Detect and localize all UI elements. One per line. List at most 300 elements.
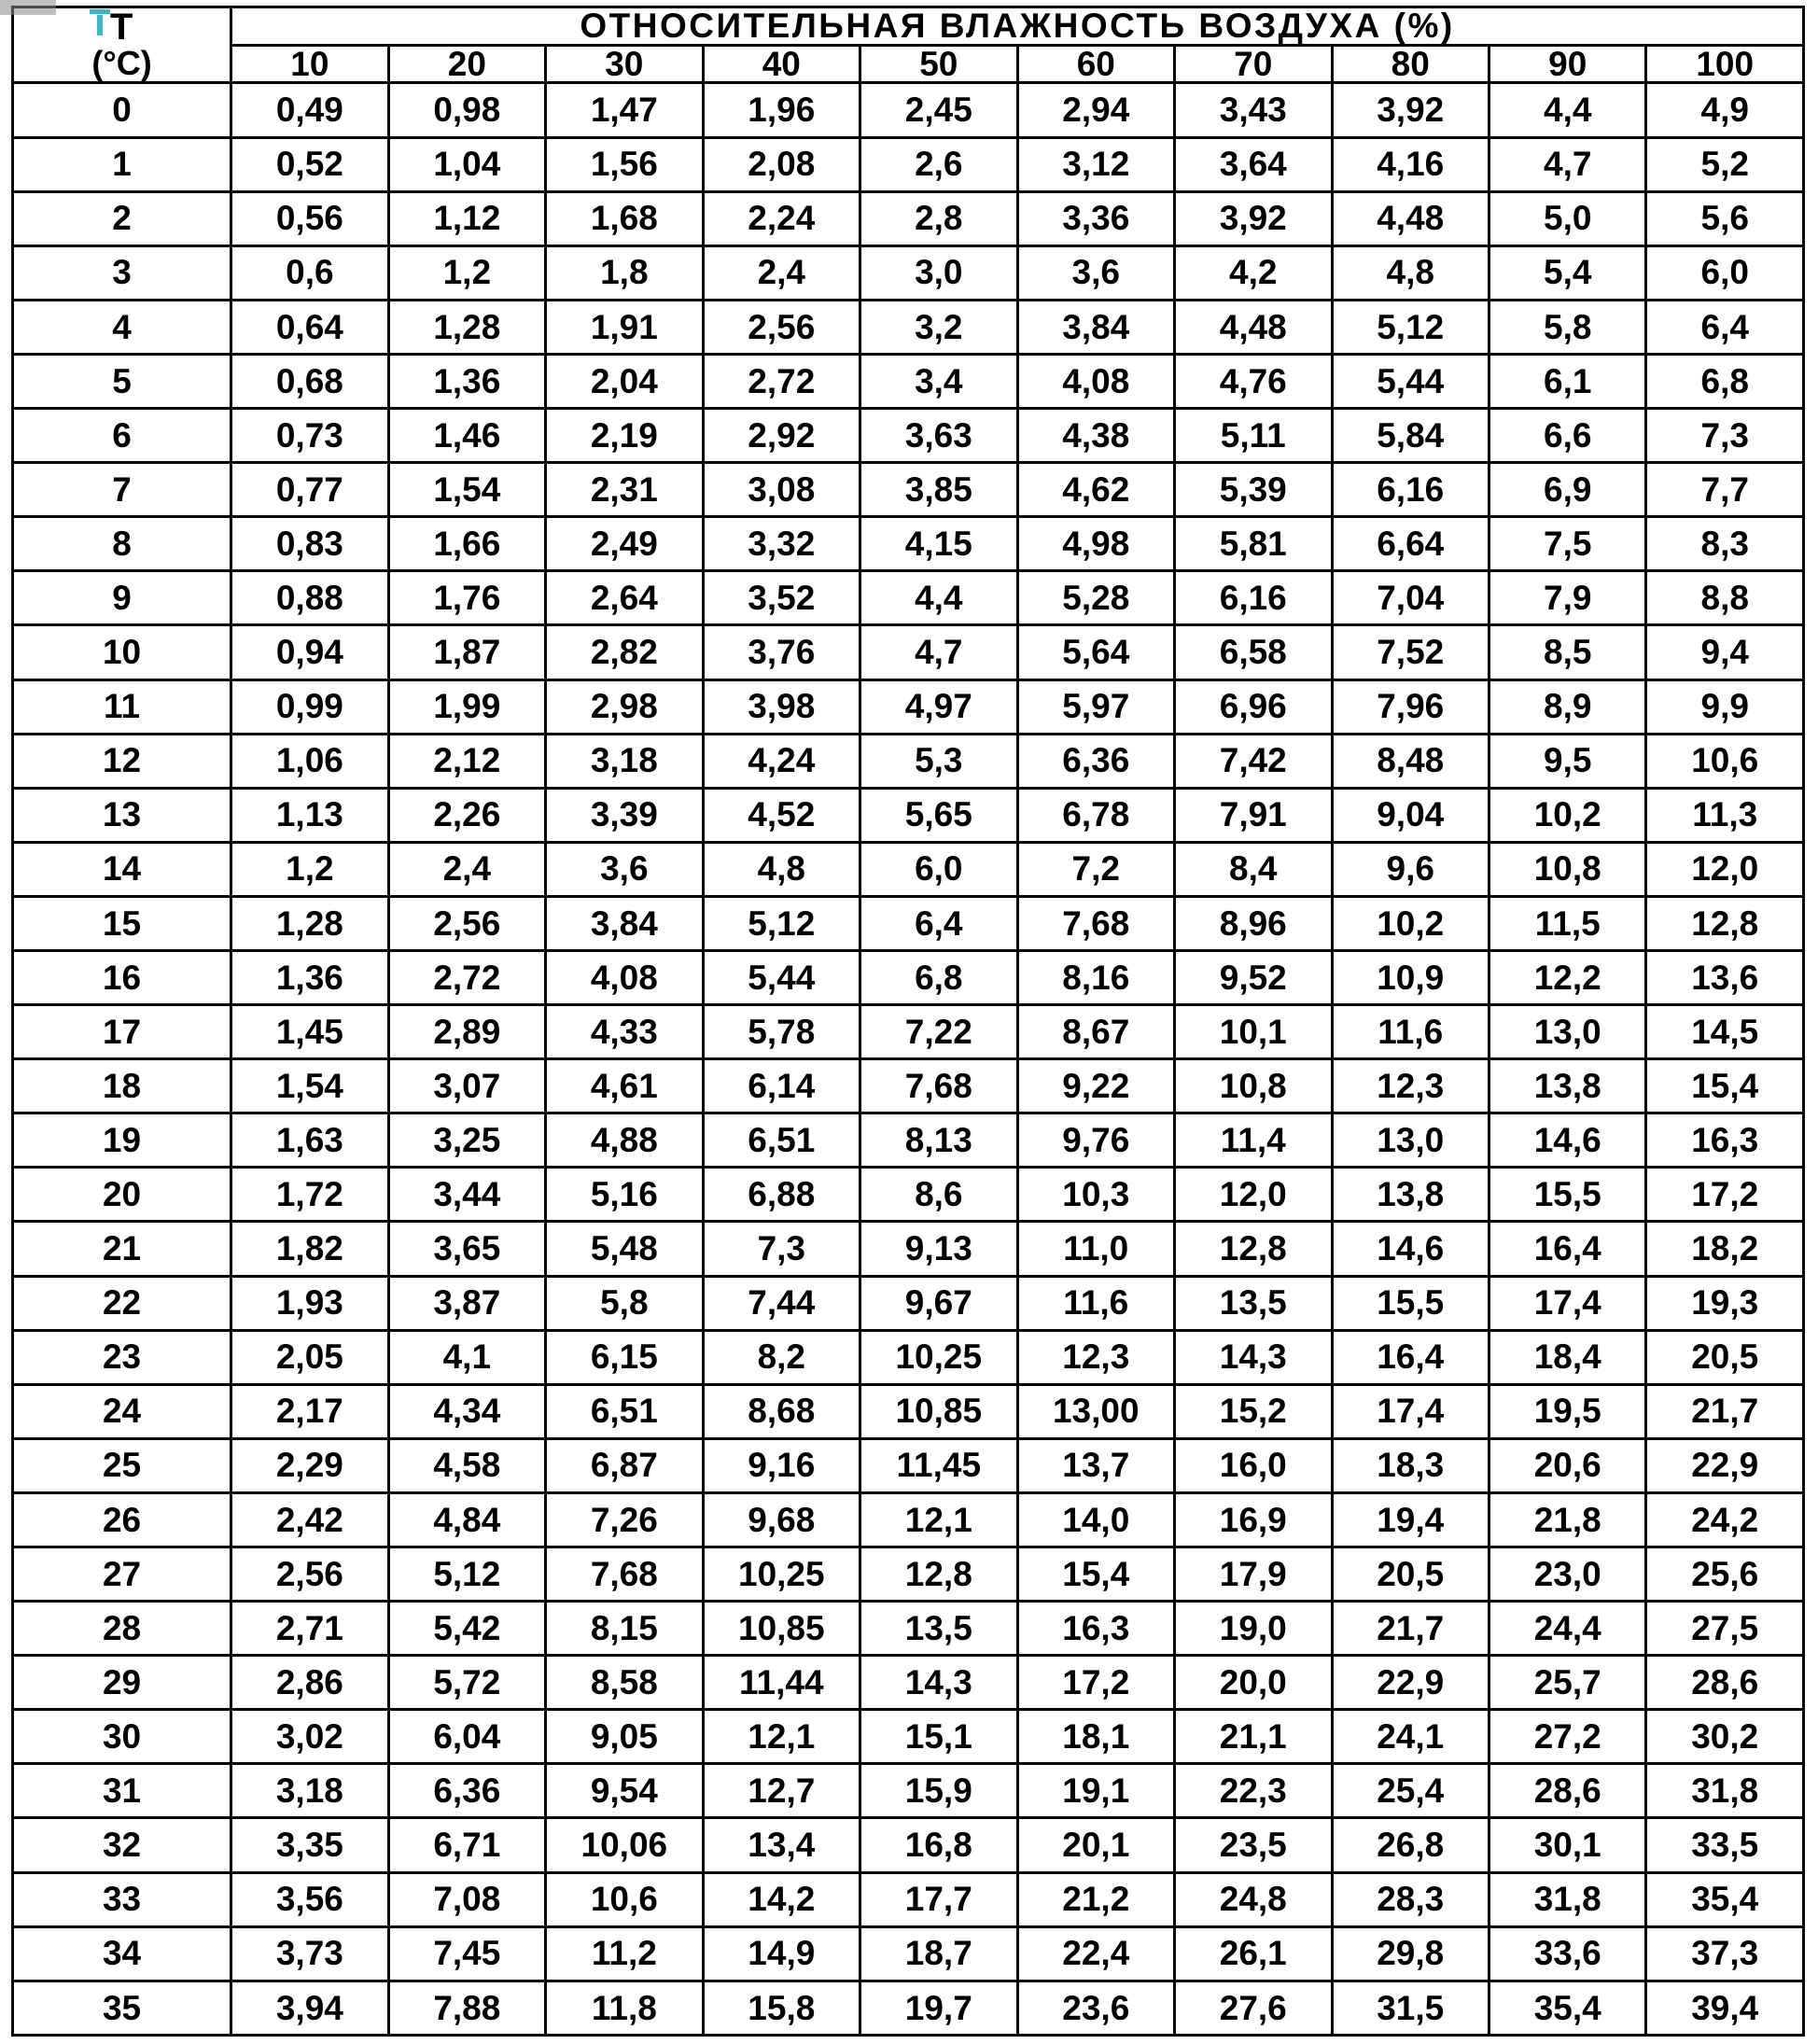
humidity-value-cell: 1,91	[546, 300, 703, 354]
humidity-value-cell: 10,6	[546, 1872, 703, 1926]
humidity-value-cell: 5,44	[703, 950, 860, 1004]
humidity-value-cell: 5,11	[1175, 409, 1332, 463]
humidity-value-cell: 1,56	[546, 137, 703, 191]
temperature-cell: 11	[13, 679, 231, 734]
humidity-header-30: 30	[546, 45, 703, 83]
humidity-value-cell: 4,16	[1332, 137, 1489, 191]
humidity-value-cell: 3,02	[231, 1710, 388, 1764]
humidity-value-cell: 6,51	[546, 1384, 703, 1438]
humidity-value-cell: 13,0	[1489, 1005, 1645, 1059]
humidity-value-cell: 3,73	[231, 1926, 388, 1981]
humidity-value-cell: 6,15	[546, 1330, 703, 1384]
humidity-value-cell: 19,4	[1332, 1492, 1489, 1547]
humidity-value-cell: 27,5	[1646, 1602, 1804, 1656]
table-row	[13, 409, 1804, 463]
table-row	[13, 896, 1804, 950]
temperature-cell: 35	[13, 1981, 231, 2035]
humidity-value-cell: 2,72	[703, 354, 860, 408]
humidity-value-cell: 13,7	[1017, 1438, 1174, 1492]
humidity-header-70: 70	[1175, 45, 1332, 83]
humidity-value-cell: 9,05	[546, 1710, 703, 1764]
humidity-value-cell: 30,2	[1646, 1710, 1804, 1764]
humidity-value-cell: 15,4	[1646, 1059, 1804, 1113]
humidity-value-cell: 5,28	[1017, 571, 1174, 625]
humidity-value-cell: 2,24	[703, 191, 860, 245]
humidity-value-cell: 5,42	[388, 1602, 545, 1656]
humidity-value-cell: 13,5	[860, 1602, 1017, 1656]
humidity-value-cell: 12,3	[1017, 1330, 1174, 1384]
humidity-header-20: 20	[388, 45, 545, 83]
humidity-value-cell: 0,52	[231, 137, 388, 191]
humidity-value-cell: 12,1	[860, 1492, 1017, 1547]
humidity-value-cell: 7,7	[1646, 463, 1804, 517]
humidity-value-cell: 15,2	[1175, 1384, 1332, 1438]
humidity-value-cell: 15,5	[1489, 1168, 1645, 1222]
humidity-value-cell: 1,76	[388, 571, 545, 625]
humidity-value-cell: 7,08	[388, 1872, 545, 1926]
humidity-value-cell: 15,5	[1332, 1276, 1489, 1330]
table-row	[13, 1330, 1804, 1384]
temperature-cell: 17	[13, 1005, 231, 1059]
temperature-cell: 26	[13, 1492, 231, 1547]
humidity-value-cell: 3,32	[703, 517, 860, 571]
humidity-value-cell: 1,96	[703, 83, 860, 137]
humidity-value-cell: 5,72	[388, 1656, 545, 1710]
humidity-value-cell: 6,4	[1646, 300, 1804, 354]
humidity-value-cell: 6,8	[1646, 354, 1804, 408]
humidity-value-cell: 9,13	[860, 1222, 1017, 1276]
humidity-value-cell: 4,4	[1489, 83, 1645, 137]
humidity-value-cell: 7,68	[860, 1059, 1017, 1113]
humidity-value-cell: 9,04	[1332, 788, 1489, 842]
temperature-cell: 14	[13, 842, 231, 896]
humidity-value-cell: 4,38	[1017, 409, 1174, 463]
temperature-cell: 10	[13, 625, 231, 679]
humidity-value-cell: 5,64	[1017, 625, 1174, 679]
humidity-value-cell: 9,76	[1017, 1113, 1174, 1168]
humidity-value-cell: 6,9	[1489, 463, 1645, 517]
humidity-value-cell: 16,4	[1489, 1222, 1645, 1276]
humidity-value-cell: 11,3	[1646, 788, 1804, 842]
humidity-value-cell: 7,5	[1489, 517, 1645, 571]
humidity-value-cell: 1,99	[388, 679, 545, 734]
humidity-value-cell: 11,6	[1332, 1005, 1489, 1059]
humidity-value-cell: 1,36	[388, 354, 545, 408]
humidity-value-cell: 10,8	[1489, 842, 1645, 896]
humidity-value-cell: 21,7	[1332, 1602, 1489, 1656]
humidity-value-cell: 3,08	[703, 463, 860, 517]
humidity-value-cell: 7,9	[1489, 571, 1645, 625]
humidity-value-cell: 2,4	[703, 245, 860, 300]
humidity-value-cell: 8,8	[1646, 571, 1804, 625]
humidity-value-cell: 6,1	[1489, 354, 1645, 408]
humidity-value-cell: 4,9	[1646, 83, 1804, 137]
humidity-value-cell: 1,45	[231, 1005, 388, 1059]
humidity-value-cell: 4,48	[1175, 300, 1332, 354]
humidity-value-cell: 14,3	[1175, 1330, 1332, 1384]
table-row	[13, 1059, 1804, 1113]
humidity-value-cell: 29,8	[1332, 1926, 1489, 1981]
humidity-value-cell: 0,98	[388, 83, 545, 137]
humidity-value-cell: 3,84	[1017, 300, 1174, 354]
humidity-value-cell: 4,08	[1017, 354, 1174, 408]
humidity-value-cell: 0,94	[231, 625, 388, 679]
humidity-value-cell: 28,6	[1646, 1656, 1804, 1710]
humidity-value-cell: 6,64	[1332, 517, 1489, 571]
humidity-value-cell: 0,6	[231, 245, 388, 300]
humidity-value-cell: 13,5	[1175, 1276, 1332, 1330]
humidity-value-cell: 1,36	[231, 950, 388, 1004]
humidity-value-cell: 10,85	[703, 1602, 860, 1656]
humidity-value-cell: 17,2	[1646, 1168, 1804, 1222]
humidity-value-cell: 2,6	[860, 137, 1017, 191]
humidity-value-cell: 20,6	[1489, 1438, 1645, 1492]
humidity-value-cell: 3,76	[703, 625, 860, 679]
humidity-value-cell: 3,2	[860, 300, 1017, 354]
humidity-value-cell: 3,52	[703, 571, 860, 625]
humidity-value-cell: 2,08	[703, 137, 860, 191]
humidity-value-cell: 2,82	[546, 625, 703, 679]
humidity-value-cell: 4,97	[860, 679, 1017, 734]
humidity-value-cell: 0,56	[231, 191, 388, 245]
humidity-value-cell: 11,0	[1017, 1222, 1174, 1276]
humidity-value-cell: 11,44	[703, 1656, 860, 1710]
absolute-humidity-table	[11, 6, 1805, 2037]
temperature-cell: 33	[13, 1872, 231, 1926]
humidity-value-cell: 16,0	[1175, 1438, 1332, 1492]
humidity-header-40: 40	[703, 45, 860, 83]
humidity-value-cell: 33,6	[1489, 1926, 1645, 1981]
humidity-value-cell: 0,99	[231, 679, 388, 734]
humidity-header-80: 80	[1332, 45, 1489, 83]
humidity-value-cell: 12,2	[1489, 950, 1645, 1004]
humidity-value-cell: 1,28	[231, 896, 388, 950]
humidity-value-cell: 16,4	[1332, 1330, 1489, 1384]
humidity-value-cell: 9,9	[1646, 679, 1804, 734]
temperature-cell: 31	[13, 1764, 231, 1818]
humidity-value-cell: 20,5	[1646, 1330, 1804, 1384]
humidity-value-cell: 25,7	[1489, 1656, 1645, 1710]
temperature-cell: 28	[13, 1602, 231, 1656]
table-body	[13, 83, 1804, 2036]
temperature-cell: 16	[13, 950, 231, 1004]
humidity-value-cell: 5,12	[388, 1547, 545, 1602]
humidity-value-cell: 4,8	[1332, 245, 1489, 300]
temperature-cell: 30	[13, 1710, 231, 1764]
humidity-value-cell: 28,3	[1332, 1872, 1489, 1926]
humidity-value-cell: 12,7	[703, 1764, 860, 1818]
humidity-value-cell: 2,8	[860, 191, 1017, 245]
table-row	[13, 1492, 1804, 1547]
humidity-value-cell: 13,8	[1332, 1168, 1489, 1222]
humidity-value-cell: 6,51	[703, 1113, 860, 1168]
temperature-cell: 8	[13, 517, 231, 571]
humidity-value-cell: 8,3	[1646, 517, 1804, 571]
table-row	[13, 463, 1804, 517]
humidity-value-cell: 1,54	[388, 463, 545, 517]
table-row	[13, 1547, 1804, 1602]
humidity-value-cell: 6,16	[1332, 463, 1489, 517]
humidity-value-cell: 4,7	[860, 625, 1017, 679]
humidity-value-cell: 1,46	[388, 409, 545, 463]
humidity-value-cell: 11,2	[546, 1926, 703, 1981]
humidity-value-cell: 10,25	[703, 1547, 860, 1602]
table-row	[13, 1926, 1804, 1981]
humidity-value-cell: 17,9	[1175, 1547, 1332, 1602]
humidity-value-cell: 13,00	[1017, 1384, 1174, 1438]
humidity-value-cell: 0,73	[231, 409, 388, 463]
humidity-value-cell: 2,86	[231, 1656, 388, 1710]
humidity-value-cell: 11,5	[1489, 896, 1645, 950]
humidity-value-cell: 26,8	[1332, 1818, 1489, 1872]
humidity-value-cell: 5,12	[703, 896, 860, 950]
humidity-value-cell: 16,3	[1017, 1602, 1174, 1656]
humidity-value-cell: 31,8	[1489, 1872, 1645, 1926]
humidity-value-cell: 3,35	[231, 1818, 388, 1872]
humidity-value-cell: 2,04	[546, 354, 703, 408]
humidity-value-cell: 4,33	[546, 1005, 703, 1059]
humidity-value-cell: 10,25	[860, 1330, 1017, 1384]
humidity-value-cell: 23,6	[1017, 1981, 1174, 2035]
humidity-value-cell: 24,1	[1332, 1710, 1489, 1764]
table-row	[13, 245, 1804, 300]
humidity-value-cell: 4,61	[546, 1059, 703, 1113]
humidity-value-cell: 2,56	[231, 1547, 388, 1602]
table-row	[13, 1818, 1804, 1872]
humidity-value-cell: 0,88	[231, 571, 388, 625]
humidity-value-cell: 7,52	[1332, 625, 1489, 679]
humidity-value-cell: 1,13	[231, 788, 388, 842]
table-row	[13, 1113, 1804, 1168]
table-row	[13, 1981, 1804, 2035]
humidity-value-cell: 0,68	[231, 354, 388, 408]
humidity-value-cell: 13,8	[1489, 1059, 1645, 1113]
humidity-value-cell: 4,24	[703, 734, 860, 788]
humidity-value-cell: 31,5	[1332, 1981, 1489, 2035]
humidity-header-10: 10	[231, 45, 388, 83]
humidity-value-cell: 19,7	[860, 1981, 1017, 2035]
humidity-value-cell: 30,1	[1489, 1818, 1645, 1872]
table-row	[13, 1222, 1804, 1276]
humidity-value-cell: 1,47	[546, 83, 703, 137]
humidity-value-cell: 2,92	[703, 409, 860, 463]
temperature-cell: 32	[13, 1818, 231, 1872]
humidity-value-cell: 0,77	[231, 463, 388, 517]
humidity-value-cell: 8,2	[703, 1330, 860, 1384]
humidity-value-cell: 3,63	[860, 409, 1017, 463]
humidity-value-cell: 1,54	[231, 1059, 388, 1113]
humidity-value-cell: 7,68	[1017, 896, 1174, 950]
humidity-value-cell: 3,43	[1175, 83, 1332, 137]
humidity-value-cell: 4,4	[860, 571, 1017, 625]
humidity-value-cell: 2,29	[231, 1438, 388, 1492]
humidity-header-60: 60	[1017, 45, 1174, 83]
humidity-value-cell: 23,5	[1175, 1818, 1332, 1872]
table-row	[13, 83, 1804, 137]
humidity-value-cell: 9,22	[1017, 1059, 1174, 1113]
humidity-value-cell: 2,4	[388, 842, 545, 896]
humidity-value-cell: 3,64	[1175, 137, 1332, 191]
humidity-value-cell: 21,1	[1175, 1710, 1332, 1764]
humidity-value-cell: 9,54	[546, 1764, 703, 1818]
humidity-value-cell: 14,2	[703, 1872, 860, 1926]
humidity-value-cell: 3,39	[546, 788, 703, 842]
humidity-value-cell: 8,5	[1489, 625, 1645, 679]
table-row	[13, 1602, 1804, 1656]
humidity-value-cell: 18,1	[1017, 1710, 1174, 1764]
humidity-value-cell: 4,88	[546, 1113, 703, 1168]
humidity-value-cell: 1,12	[388, 191, 545, 245]
humidity-value-cell: 14,6	[1489, 1113, 1645, 1168]
temperature-column-header	[13, 7, 231, 83]
temperature-cell: 25	[13, 1438, 231, 1492]
humidity-value-cell: 5,8	[1489, 300, 1645, 354]
table-row	[13, 191, 1804, 245]
humidity-value-cell: 20,0	[1175, 1656, 1332, 1710]
humidity-value-cell: 6,8	[860, 950, 1017, 1004]
humidity-value-cell: 12,3	[1332, 1059, 1489, 1113]
humidity-value-cell: 6,36	[388, 1764, 545, 1818]
humidity-value-cell: 15,1	[860, 1710, 1017, 1764]
humidity-value-cell: 22,9	[1332, 1656, 1489, 1710]
humidity-value-cell: 20,5	[1332, 1547, 1489, 1602]
table-row	[13, 734, 1804, 788]
humidity-value-cell: 3,25	[388, 1113, 545, 1168]
humidity-value-cell: 7,04	[1332, 571, 1489, 625]
humidity-value-cell: 2,42	[231, 1492, 388, 1547]
humidity-value-cell: 24,4	[1489, 1602, 1645, 1656]
humidity-value-cell: 0,49	[231, 83, 388, 137]
humidity-value-cell: 12,8	[1175, 1222, 1332, 1276]
table-row	[13, 625, 1804, 679]
humidity-value-cell: 4,48	[1332, 191, 1489, 245]
temperature-cell: 1	[13, 137, 231, 191]
humidity-value-cell: 28,6	[1489, 1764, 1645, 1818]
table-row	[13, 1168, 1804, 1222]
table-row	[13, 354, 1804, 408]
humidity-value-cell: 7,26	[546, 1492, 703, 1547]
humidity-value-cell: 7,3	[1646, 409, 1804, 463]
humidity-value-cell: 6,16	[1175, 571, 1332, 625]
humidity-value-cell: 17,4	[1332, 1384, 1489, 1438]
humidity-value-cell: 3,92	[1332, 83, 1489, 137]
humidity-value-cell: 4,2	[1175, 245, 1332, 300]
humidity-value-cell: 8,58	[546, 1656, 703, 1710]
humidity-value-cell: 10,2	[1332, 896, 1489, 950]
humidity-value-cell: 7,22	[860, 1005, 1017, 1059]
humidity-value-cell: 12,8	[860, 1547, 1017, 1602]
temperature-cell: 34	[13, 1926, 231, 1981]
humidity-value-cell: 14,6	[1332, 1222, 1489, 1276]
humidity-value-cell: 8,68	[703, 1384, 860, 1438]
temperature-cell: 0	[13, 83, 231, 137]
table-row	[13, 300, 1804, 354]
humidity-value-cell: 15,9	[860, 1764, 1017, 1818]
humidity-value-cell: 8,4	[1175, 842, 1332, 896]
temperature-cell: 29	[13, 1656, 231, 1710]
humidity-value-cell: 10,8	[1175, 1059, 1332, 1113]
humidity-value-cell: 9,67	[860, 1276, 1017, 1330]
humidity-value-cell: 10,3	[1017, 1168, 1174, 1222]
humidity-value-cell: 4,34	[388, 1384, 545, 1438]
table-row	[13, 1384, 1804, 1438]
humidity-value-cell: 5,6	[1646, 191, 1804, 245]
humidity-value-cell: 12,8	[1646, 896, 1804, 950]
humidity-value-cell: 22,4	[1017, 1926, 1174, 1981]
humidity-value-cell: 14,9	[703, 1926, 860, 1981]
humidity-value-cell: 6,87	[546, 1438, 703, 1492]
relative-humidity-banner: ОТНОСИТЕЛЬНАЯ ВЛАЖНОСТЬ ВОЗДУХА (%)	[231, 7, 1804, 46]
humidity-value-cell: 0,83	[231, 517, 388, 571]
humidity-value-cell: 4,1	[388, 1330, 545, 1384]
humidity-value-cell: 1,68	[546, 191, 703, 245]
humidity-value-cell: 2,64	[546, 571, 703, 625]
humidity-header-50: 50	[860, 45, 1017, 83]
humidity-value-cell: 8,6	[860, 1168, 1017, 1222]
humidity-value-cell: 6,36	[1017, 734, 1174, 788]
humidity-value-cell: 5,4	[1489, 245, 1645, 300]
humidity-value-cell: 7,96	[1332, 679, 1489, 734]
humidity-value-cell: 9,6	[1332, 842, 1489, 896]
humidity-value-cell: 11,45	[860, 1438, 1017, 1492]
temperature-cell: 23	[13, 1330, 231, 1384]
humidity-value-cell: 10,9	[1332, 950, 1489, 1004]
humidity-value-cell: 3,12	[1017, 137, 1174, 191]
humidity-value-cell: 9,68	[703, 1492, 860, 1547]
humidity-value-cell: 5,2	[1646, 137, 1804, 191]
table-row	[13, 1656, 1804, 1710]
humidity-value-cell: 21,2	[1017, 1872, 1174, 1926]
humidity-value-cell: 4,15	[860, 517, 1017, 571]
humidity-value-cell: 1,93	[231, 1276, 388, 1330]
humidity-value-cell: 4,8	[703, 842, 860, 896]
humidity-value-cell: 19,5	[1489, 1384, 1645, 1438]
table-row	[13, 842, 1804, 896]
temperature-symbol: T	[109, 7, 134, 49]
humidity-value-cell: 10,2	[1489, 788, 1645, 842]
humidity-value-cell: 17,7	[860, 1872, 1017, 1926]
humidity-value-cell: 2,89	[388, 1005, 545, 1059]
humidity-value-cell: 13,4	[703, 1818, 860, 1872]
humidity-value-cell: 12,0	[1646, 842, 1804, 896]
humidity-value-cell: 8,15	[546, 1602, 703, 1656]
humidity-value-cell: 7,91	[1175, 788, 1332, 842]
humidity-value-cell: 7,2	[1017, 842, 1174, 896]
humidity-value-cell: 16,8	[860, 1818, 1017, 1872]
humidity-value-cell: 2,98	[546, 679, 703, 734]
humidity-value-cell: 18,3	[1332, 1438, 1489, 1492]
temperature-cell: 21	[13, 1222, 231, 1276]
humidity-value-cell: 10,85	[860, 1384, 1017, 1438]
humidity-value-cell: 13,0	[1332, 1113, 1489, 1168]
humidity-value-cell: 1,06	[231, 734, 388, 788]
table-row	[13, 1276, 1804, 1330]
humidity-value-cell: 3,87	[388, 1276, 545, 1330]
humidity-value-cell: 0,64	[231, 300, 388, 354]
humidity-value-cell: 18,7	[860, 1926, 1017, 1981]
humidity-value-cell: 27,2	[1489, 1710, 1645, 1764]
humidity-value-cell: 9,52	[1175, 950, 1332, 1004]
temperature-cell: 20	[13, 1168, 231, 1222]
humidity-value-cell: 6,6	[1489, 409, 1645, 463]
humidity-value-cell: 14,0	[1017, 1492, 1174, 1547]
temperature-cell: 3	[13, 245, 231, 300]
humidity-value-cell: 1,87	[388, 625, 545, 679]
temperature-cell: 2	[13, 191, 231, 245]
humidity-value-cell: 8,9	[1489, 679, 1645, 734]
humidity-value-cell: 35,4	[1646, 1872, 1804, 1926]
humidity-value-cell: 2,26	[388, 788, 545, 842]
